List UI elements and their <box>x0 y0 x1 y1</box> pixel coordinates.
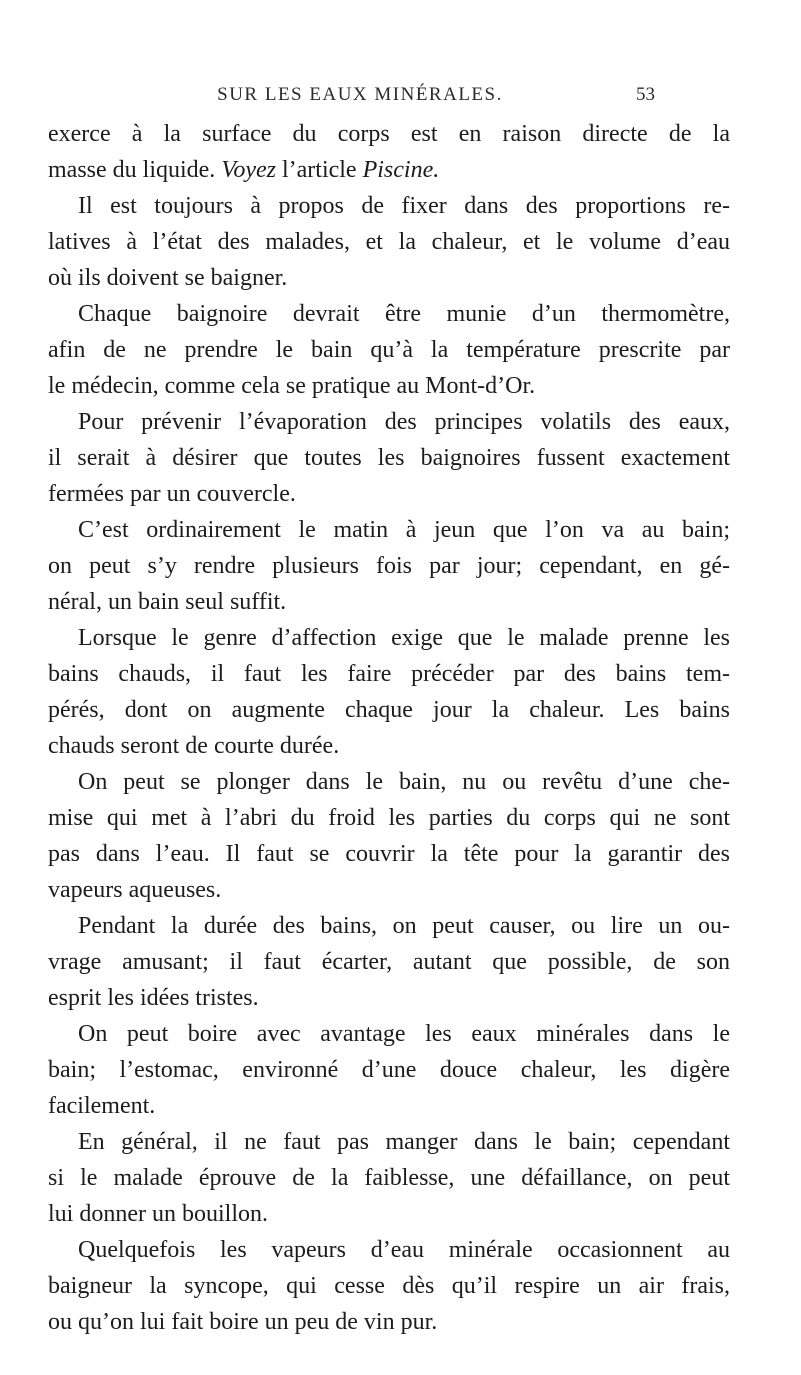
text-line: lui donner un bouillon. <box>48 1201 268 1227</box>
text-line: le médecin, comme cela se pratique au Mont-d’Or. <box>48 373 536 399</box>
text-line: bain; l’estomac, environné d’une douce chaleur, les digère <box>48 1057 730 1083</box>
text-line: il serait à désirer que toutes les baignoires fussent exactement <box>48 445 730 471</box>
page-number: 53 <box>636 84 655 105</box>
text-line: on peut s’y rendre plusieurs fois par jour; cependant, en gé- <box>48 553 730 579</box>
text-line: néral, un bain seul suffit. <box>48 589 287 615</box>
text-line: vrage amusant; il faut écarter, autant que possible, de son <box>48 949 730 975</box>
text-line: pérés, dont on augmente chaque jour la chaleur. Les bains <box>48 697 730 723</box>
text-line: En général, il ne faut pas manger dans le bain; cependant <box>78 1129 730 1155</box>
text-line: Pendant la durée des bains, on peut causer, ou lire un ou- <box>78 913 730 939</box>
text-line: On peut boire avec avantage les eaux minérales dans le <box>78 1021 730 1047</box>
text-line: fermées par un couvercle. <box>48 481 296 507</box>
text-line: latives à l’état des malades, et la chaleur, et le volume d’eau <box>48 229 730 255</box>
text-line: C’est ordinairement le matin à jeun que l’on va au bain; <box>78 517 730 543</box>
text-line: où ils doivent se baigner. <box>48 265 288 291</box>
text-line: si le malade éprouve de la faiblesse, une défaillance, on peut <box>48 1165 730 1191</box>
running-title: SUR LES EAUX MINÉRALES. <box>217 84 503 105</box>
text-line: facilement. <box>48 1093 156 1119</box>
text-line: mise qui met à l’abri du froid les parties du corps qui ne sont <box>48 805 730 831</box>
running-head <box>0 84 801 114</box>
text-line: ou qu’on lui fait boire un peu de vin pur. <box>48 1309 438 1335</box>
text-line: bains chauds, il faut les faire précéder par des bains tem- <box>48 661 730 687</box>
text-line: On peut se plonger dans le bain, nu ou revêtu d’une che- <box>78 769 730 795</box>
text-run: l’article <box>281 157 357 183</box>
text-line-mixed <box>48 154 730 186</box>
text-line: esprit les idées tristes. <box>48 985 259 1011</box>
text-line: Chaque baignoire devrait être munie d’un thermomètre, <box>78 301 730 327</box>
text-line: Pour prévenir l’évaporation des principes volatils des eaux, <box>78 409 730 435</box>
italic-run: Piscine. <box>362 157 440 183</box>
text-line: afin de ne prendre le bain qu’à la température prescrite par <box>48 337 730 363</box>
text-line: Quelquefois les vapeurs d’eau minérale occasionnent au <box>78 1237 730 1263</box>
text-line: pas dans l’eau. Il faut se couvrir la tête pour la garantir des <box>48 841 730 867</box>
text-line: Lorsque le genre d’affection exige que le malade prenne les <box>78 625 730 651</box>
italic-run: Voyez <box>221 157 276 183</box>
text-line: exerce à la surface du corps est en raison directe de la <box>48 121 730 147</box>
text-line: chauds seront de courte durée. <box>48 733 340 759</box>
text-line: Il est toujours à propos de fixer dans des proportions re- <box>78 193 730 219</box>
text-line: baigneur la syncope, qui cesse dès qu’il respire un air frais, <box>48 1273 730 1299</box>
text-run: masse du liquide. <box>48 157 216 183</box>
text-line: vapeurs aqueuses. <box>48 877 222 903</box>
